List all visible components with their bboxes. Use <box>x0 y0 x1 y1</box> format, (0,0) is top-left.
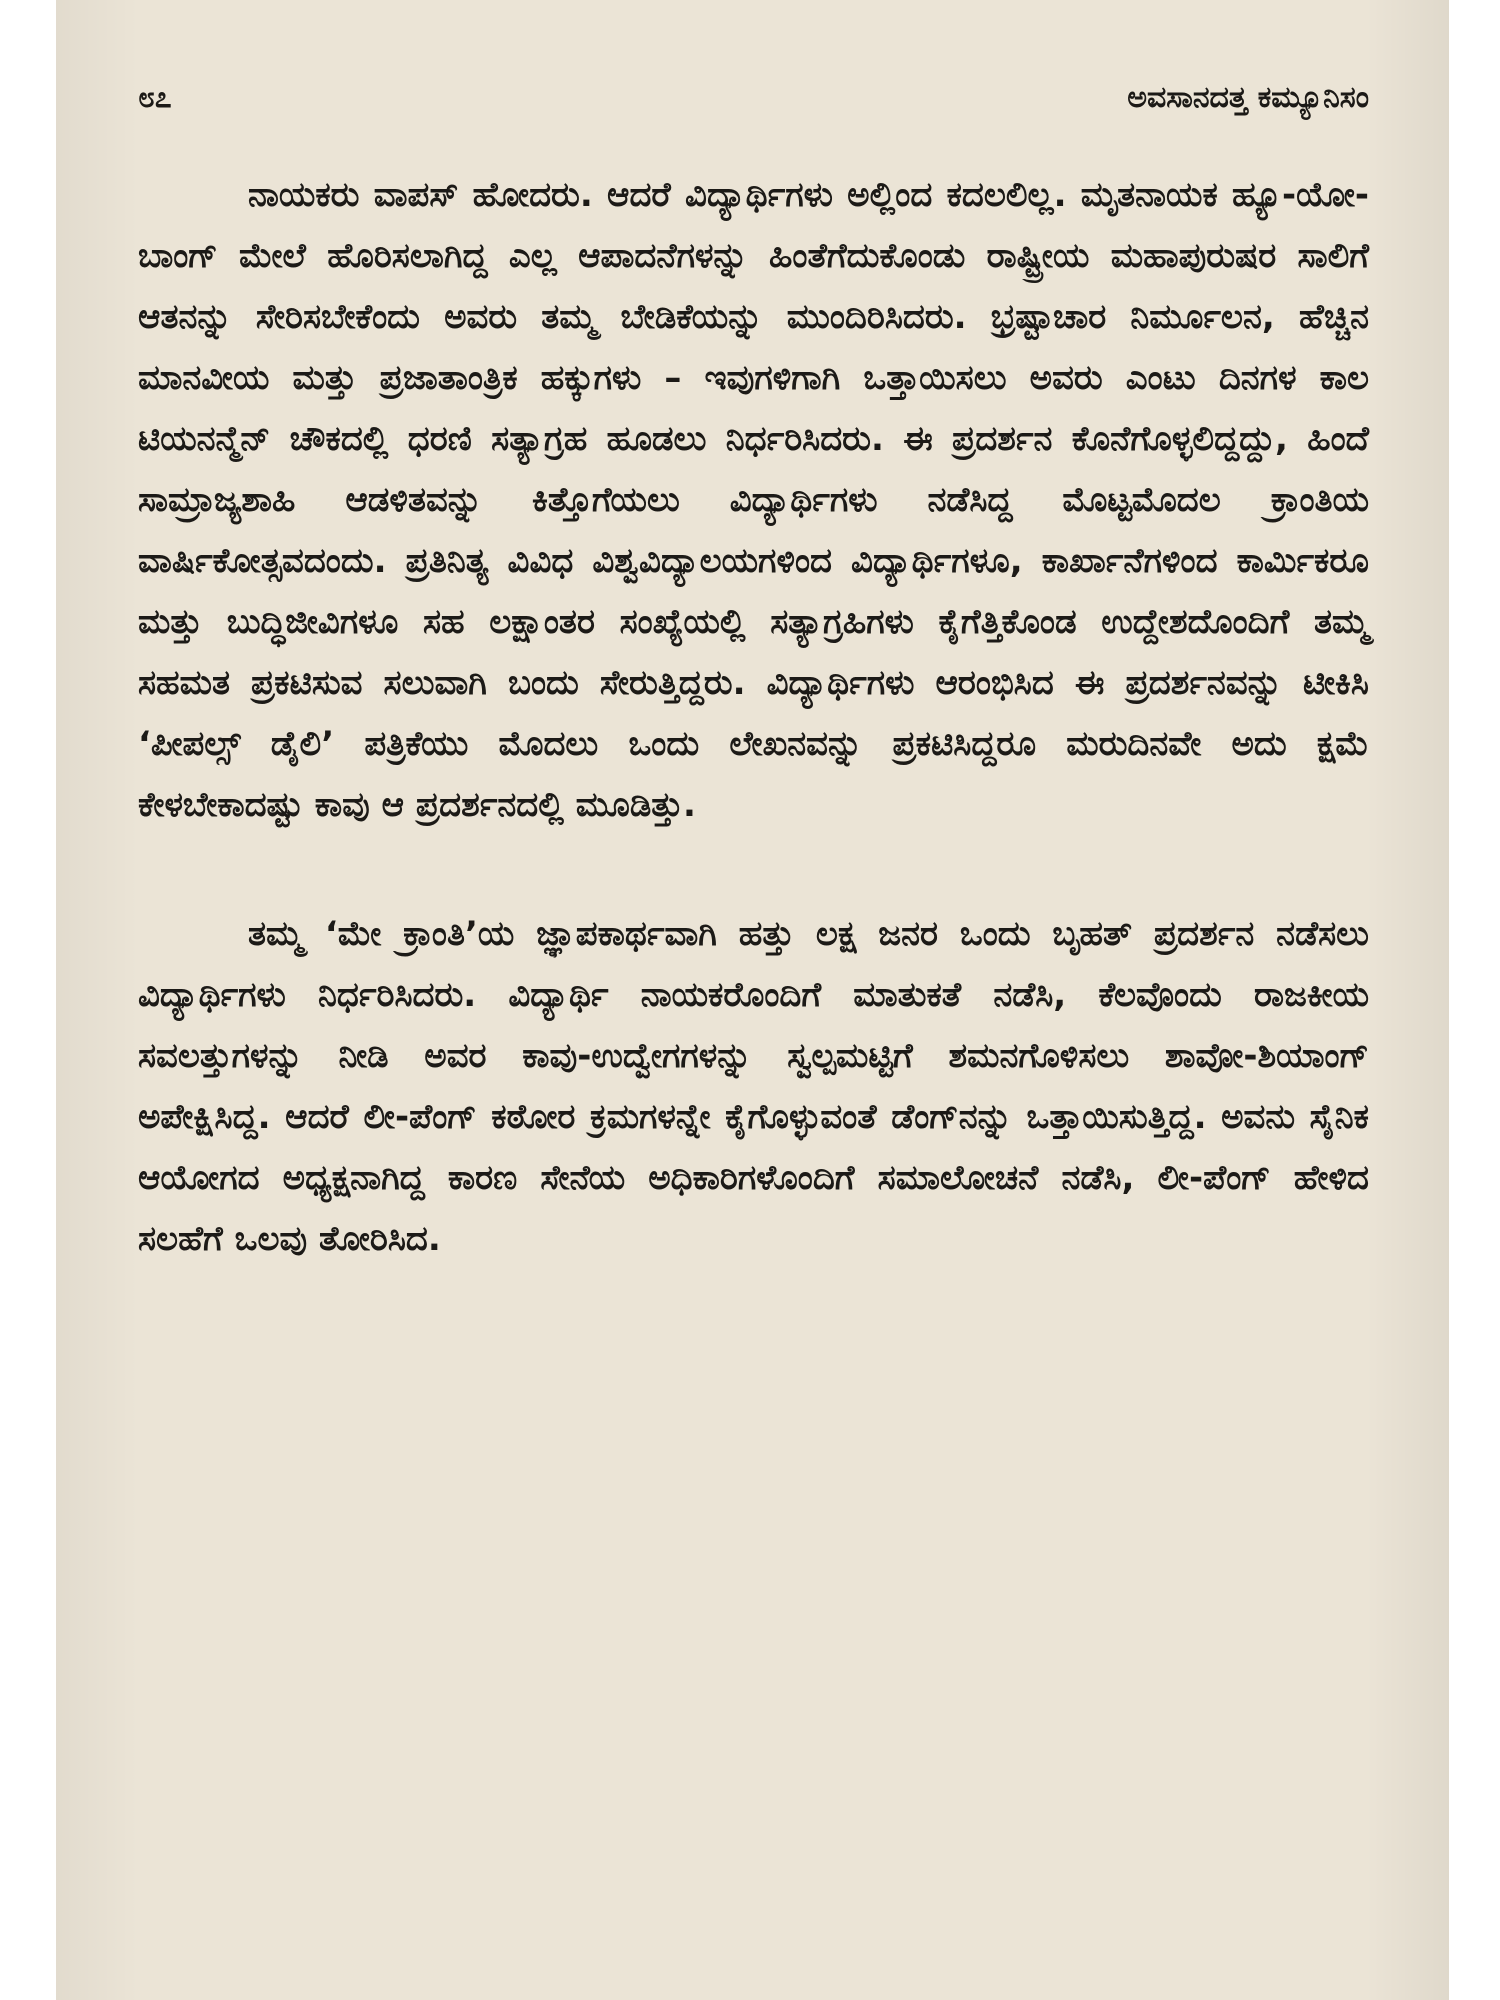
running-title: ಅವಸಾನದತ್ತ ಕಮ್ಯೂನಿಸಂ <box>1127 80 1369 115</box>
body-text <box>138 165 1369 1270</box>
paragraph-2: ತಮ್ಮ ‘ಮೇ ಕ್ರಾಂತಿ’ಯ ಜ್ಞಾಪಕಾರ್ಥವಾಗಿ ಹತ್ತು ಲಕ್ಷ ಜನರ ಒಂದು ಬೃಹತ್ ಪ್ರದರ್ಶನ ನಡೆಸಲು ವಿದ್ಯಾರ್ಥಿಗಳು ನಿರ್ಧರಿಸಿದರು. ವಿದ್ಯಾರ್ಥಿ ನಾಯಕರೊಂದಿಗೆ ಮಾತುಕತೆ ನಡೆಸಿ, ಕೆಲವೊಂದು ರಾಜಕೀಯ ಸವಲತ್ತುಗಳನ್ನು ನೀಡಿ ಅವರ ಕಾವು-ಉದ್ವೇಗಗಳನ್ನು ಸ್ವಲ್ಪಮಟ್ಟಿಗೆ ಶಮನಗೊಳಿಸಲು ಶಾವೋ-ಶಿಯಾಂಗ್ ಅಪೇಕ್ಷಿಸಿದ್ದ. ಆದರೆ ಲೀ-ಪೆಂಗ್ ಕಠೋರ ಕ್ರಮಗಳನ್ನೇ ಕೈಗೊಳ್ಳುವಂತೆ ಡೆಂಗ್‌ನನ್ನು ಒತ್ತಾಯಿಸುತ್ತಿದ್ದ. ಅವನು ಸೈನಿಕ ಆಯೋಗದ ಅಧ್ಯಕ್ಷನಾಗಿದ್ದ ಕಾರಣ ಸೇನೆಯ ಅಧಿಕಾರಿಗಳೊಂದಿಗೆ ಸಮಾಲೋಚನೆ ನಡೆಸಿ, ಲೀ-ಪೆಂಗ್ ಹೇಳಿದ ಸಲಹೆಗೆ ಒಲವು ತೋರಿಸಿದ. <box>138 914 1369 1259</box>
book-page <box>56 0 1449 2000</box>
paragraph-1: ನಾಯಕರು ವಾಪಸ್ ಹೋದರು. ಆದರೆ ವಿದ್ಯಾರ್ಥಿಗಳು ಅಲ್ಲಿಂದ ಕದಲಲಿಲ್ಲ. ಮೃತನಾಯಕ ಹ್ಯೂ-ಯೋ-ಬಾಂಗ್ ಮೇಲೆ ಹೊರಿಸಲಾಗಿದ್ದ ಎಲ್ಲ ಆಪಾದನೆಗಳನ್ನು ಹಿಂತೆಗೆದುಕೊಂಡು ರಾಷ್ಟ್ರೀಯ ಮಹಾಪುರುಷರ ಸಾಲಿಗೆ ಆತನನ್ನು ಸೇರಿಸಬೇಕೆಂದು ಅವರು ತಮ್ಮ ಬೇಡಿಕೆಯನ್ನು ಮುಂದಿರಿಸಿದರು. ಭ್ರಷ್ಟಾಚಾರ ನಿರ್ಮೂಲನ, ಹೆಚ್ಚಿನ ಮಾನವೀಯ ಮತ್ತು ಪ್ರಜಾತಾಂತ್ರಿಕ ಹಕ್ಕುಗಳು – ಇವುಗಳಿಗಾಗಿ ಒತ್ತಾಯಿಸಲು ಅವರು ಎಂಟು ದಿನಗಳ ಕಾಲ ಟಿಯನನ್ಮೆನ್ ಚೌಕದಲ್ಲಿ ಧರಣಿ ಸತ್ಯಾಗ್ರಹ ಹೂಡಲು ನಿರ್ಧರಿಸಿದರು. ಈ ಪ್ರದರ್ಶನ ಕೊನೆಗೊಳ್ಳಲಿದ್ದದ್ದು, ಹಿಂದೆ ಸಾಮ್ರಾಜ್ಯಶಾಹಿ ಆಡಳಿತವನ್ನು ಕಿತ್ತೊಗೆಯಲು ವಿದ್ಯಾರ್ಥಿಗಳು ನಡೆಸಿದ್ದ ಮೊಟ್ಟಮೊದಲ ಕ್ರಾಂತಿಯ ವಾರ್ಷಿಕೋತ್ಸವದಂದು. ಪ್ರತಿನಿತ್ಯ ವಿವಿಧ ವಿಶ್ವವಿದ್ಯಾಲಯಗಳಿಂದ ವಿದ್ಯಾರ್ಥಿಗಳೂ, ಕಾರ್ಖಾನೆಗಳಿಂದ ಕಾರ್ಮಿಕರೂ ಮತ್ತು ಬುದ್ಧಿಜೀವಿಗಳೂ ಸಹ ಲಕ್ಷಾಂತರ ಸಂಖ್ಯೆಯಲ್ಲಿ ಸತ್ಯಾಗ್ರಹಿಗಳು ಕೈಗೆತ್ತಿಕೊಂಡ ಉದ್ದೇಶದೊಂದಿಗೆ ತಮ್ಮ ಸಹಮತ ಪ್ರಕಟಿಸುವ ಸಲುವಾಗಿ ಬಂದು ಸೇರುತ್ತಿದ್ದರು. ವಿದ್ಯಾರ್ಥಿಗಳು ಆರಂಭಿಸಿದ ಈ ಪ್ರದರ್ಶನವನ್ನು ಟೀಕಿಸಿ ‘ಪೀಪಲ್ಸ್ ಡೈಲಿ’ ಪತ್ರಿಕೆಯು ಮೊದಲು ಒಂದು ಲೇಖನವನ್ನು ಪ್ರಕಟಿಸಿದ್ದರೂ ಮರುದಿನವೇ ಅದು ಕ್ಷಮೆ ಕೇಳಬೇಕಾದಷ್ಟು ಕಾವು ಆ ಪ್ರದರ್ಶನದಲ್ಲಿ ಮೂಡಿತ್ತು. <box>138 175 1369 825</box>
page-number: ೮೭ <box>138 80 172 115</box>
page-header <box>138 80 1369 124</box>
